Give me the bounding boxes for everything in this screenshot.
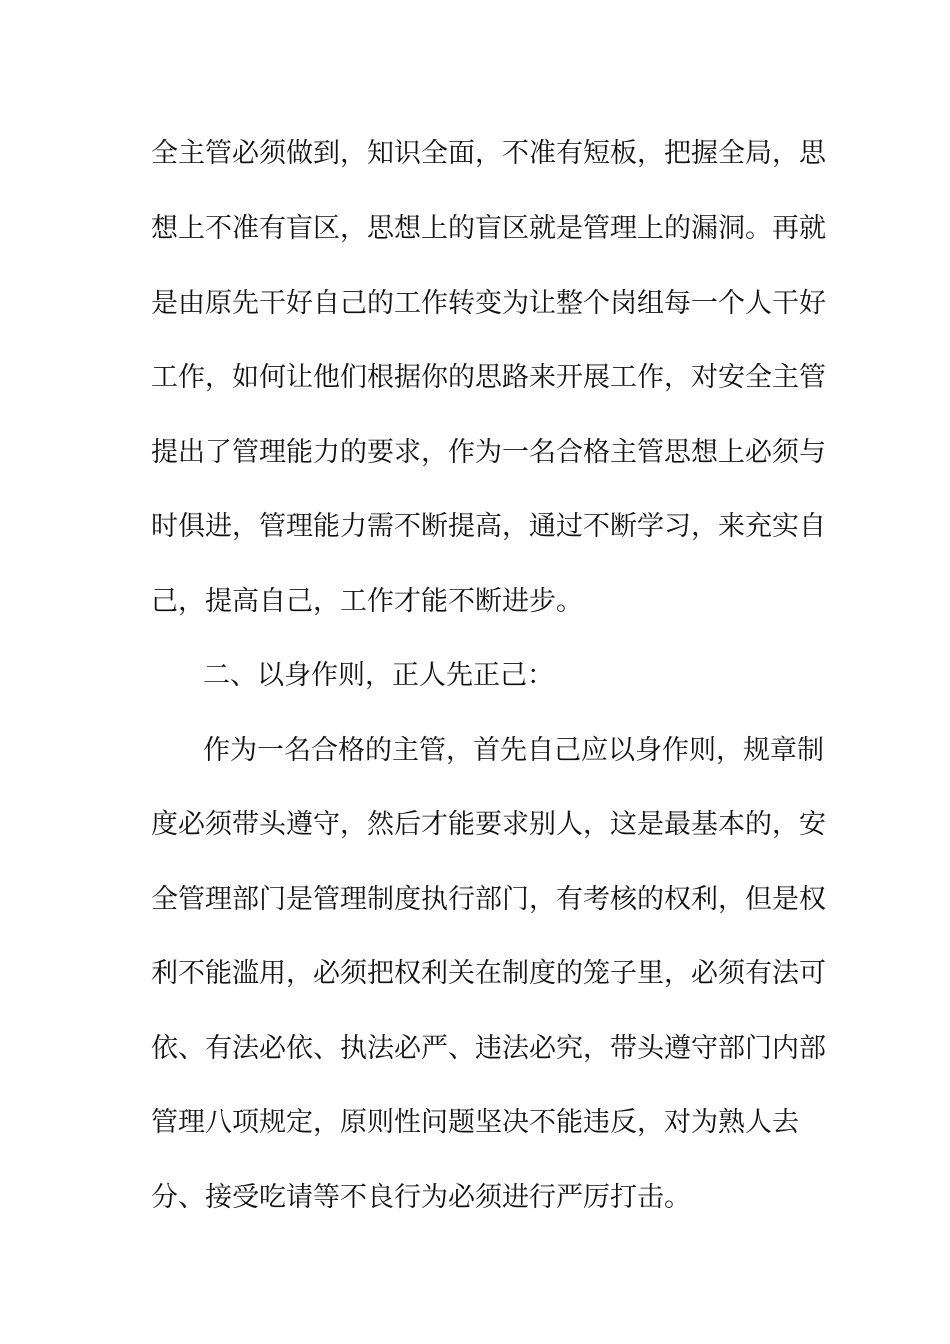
paragraph-line: 是由原先干好自己的工作转变为让整个岗组每一个人干好	[151, 288, 826, 319]
paragraph-line: 全管理部门是管理制度执行部门，有考核的权利，但是权	[151, 884, 826, 915]
paragraph-line: 想上不准有盲区，思想上的盲区就是管理上的漏洞。再就	[151, 213, 826, 244]
paragraph-line: 度必须带头遵守，然后才能要求别人，这是最基本的，安	[151, 809, 826, 840]
paragraph-line: 全主管必须做到，知识全面，不准有短板，把握全局，思	[151, 138, 826, 169]
paragraph-line: 己，提高自己，工作才能不断进步。	[151, 586, 583, 617]
paragraph-line: 工作，如何让他们根据你的思路来开展工作，对安全主管	[151, 362, 826, 393]
paragraph-line: 分、接受吃请等不良行为必须进行严厉打击。	[151, 1182, 691, 1213]
paragraph-line: 利不能滥用，必须把权利关在制度的笼子里，必须有法可	[151, 958, 826, 989]
paragraph-line: 提出了管理能力的要求，作为一名合格主管思想上必须与	[151, 437, 826, 468]
paragraph-line: 依、有法必依、执法必严、违法必究，带头遵守部门内部	[151, 1033, 826, 1064]
paragraph-line: 管理八项规定，原则性问题坚决不能违反，对为熟人去	[151, 1107, 799, 1138]
paragraph-line: 作为一名合格的主管，首先自己应以身作则，规章制	[203, 735, 824, 766]
paragraph-line: 时俱进，管理能力需不断提高，通过不断学习，来充实自	[151, 511, 826, 542]
section-heading: 二、以身作则，正人先正己：	[203, 660, 554, 691]
